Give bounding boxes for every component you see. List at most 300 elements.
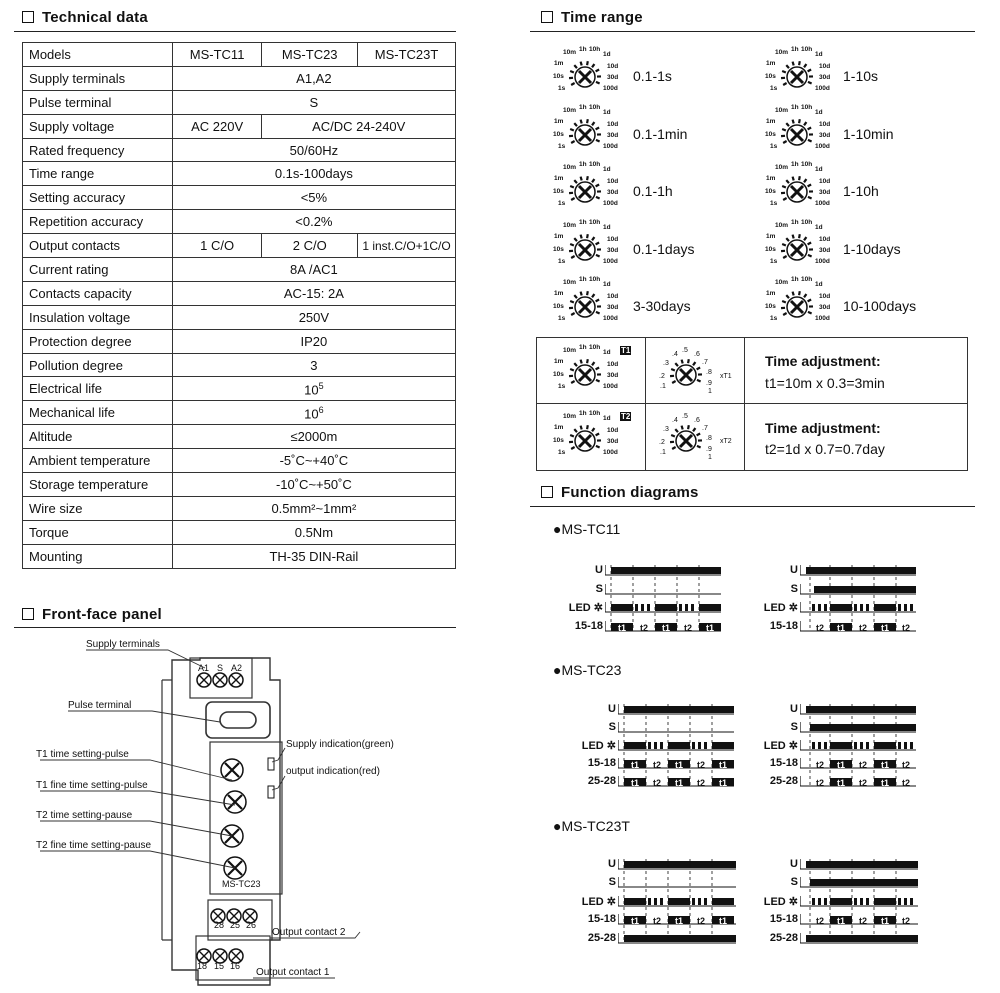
front-face-panel-title: Front-face panel <box>22 606 162 623</box>
model-label: ●MS-TC11 <box>553 521 621 537</box>
fine-scale-label: .6 <box>694 417 700 424</box>
svg-text:t2: t2 <box>640 623 649 633</box>
terminal-label: A2 <box>231 663 243 673</box>
divider <box>530 31 975 32</box>
divider <box>645 337 646 471</box>
dial-scale-label: 1s <box>770 315 778 322</box>
dial-scale-label: 1m <box>554 175 564 182</box>
table-row: Protection degree IP20 <box>23 329 456 353</box>
dial-scale-label: 10m <box>563 49 577 56</box>
svg-text:t2: t2 <box>816 778 825 788</box>
dial-scale-label: 1s <box>558 315 566 322</box>
dial-scale-label: 10d <box>607 293 619 300</box>
dial-scale-label: 10d <box>607 427 619 434</box>
dial-scale-label: 100d <box>815 315 830 322</box>
diagram-row-label: S <box>608 876 616 888</box>
dial-scale-label: 1m <box>554 290 564 297</box>
dial-scale-label: 1h <box>579 219 587 226</box>
dial-scale-label: 100d <box>603 200 618 207</box>
dial-scale-label: 10s <box>765 188 776 195</box>
svg-text:t1: t1 <box>706 623 715 633</box>
dial-scale-label: 1m <box>766 60 776 67</box>
range-dial-icon <box>779 232 815 268</box>
diagram-row-label: 25-28 <box>769 775 798 787</box>
table-cell: MS-TC23T <box>358 43 456 67</box>
dial-scale-label: 100d <box>603 143 618 150</box>
svg-text:t1: t1 <box>719 778 728 788</box>
dial-scale-label: 10h <box>801 276 813 283</box>
table-row: Mechanical life $10^6$ <box>23 401 456 425</box>
range-dial-icon <box>567 59 603 95</box>
output-contact-2-label: Output contact 2 <box>272 927 346 938</box>
dial-scale-label: 10s <box>765 131 776 138</box>
range-dial-icon <box>567 174 603 210</box>
dial-scale-label: 10d <box>607 361 619 368</box>
fine-scale-label: .8 <box>706 369 712 376</box>
t2-pause-label: T2 time setting-pause <box>36 810 133 821</box>
diagram-row-label: S <box>790 583 798 595</box>
dial-scale-label: 30d <box>819 74 831 81</box>
dial-scale-label: 30d <box>607 438 619 445</box>
device-model-label: MS-TC23 <box>222 879 261 889</box>
dial-scale-label: 10h <box>589 410 601 417</box>
table-row: Pollution degree 3 <box>23 353 456 377</box>
dial-scale-label: 1h <box>791 161 799 168</box>
fine-scale-label: .2 <box>659 373 665 380</box>
xt1-label: xT1 <box>720 373 732 380</box>
dial-scale-label: 10d <box>607 178 619 185</box>
diagram-row-label: U <box>608 703 616 715</box>
dial-scale-label: 10d <box>819 293 831 300</box>
time-range-item: 0.1-1s <box>633 68 672 84</box>
svg-text:t1: t1 <box>837 916 846 926</box>
diagram-row-label: 15-18 <box>587 913 616 925</box>
dial-scale-label: 30d <box>607 372 619 379</box>
svg-text:t1: t1 <box>631 778 640 788</box>
dial-scale-label: 10m <box>563 279 577 286</box>
dial-scale-label: 10m <box>563 107 577 114</box>
dial-scale-label: 10m <box>775 279 789 286</box>
dial-scale-label: 1d <box>815 51 823 58</box>
time-range-item: 1-10min <box>843 126 894 142</box>
dial-scale-label: 100d <box>603 85 618 92</box>
dial-scale-label: 1h <box>579 276 587 283</box>
dial-scale-label: 10s <box>553 437 564 444</box>
dial-scale-label: 100d <box>815 143 830 150</box>
svg-text:t2: t2 <box>859 623 868 633</box>
svg-text:t2: t2 <box>697 916 706 926</box>
svg-text:t1: t1 <box>662 623 671 633</box>
t2-tag: T2 <box>621 412 631 421</box>
svg-text:t1: t1 <box>675 778 684 788</box>
terminal-label: 16 <box>230 961 241 971</box>
adjustment-box-t2 <box>536 403 968 471</box>
svg-text:t2: t2 <box>684 623 693 633</box>
dial-scale-label: 1s <box>770 200 778 207</box>
terminal-label: 25 <box>230 920 241 930</box>
dial-scale-label: 10s <box>553 131 564 138</box>
time-range-item: 1-10h <box>843 183 879 199</box>
diagram-row-label: LED ✲ <box>763 740 798 752</box>
table-row: Supply voltage AC 220V AC/DC 24-240V <box>23 114 456 138</box>
fine-scale-label: .3 <box>663 360 669 367</box>
adjustment-title: Time adjustment: <box>765 353 881 369</box>
dial-scale-label: 1h <box>579 46 587 53</box>
dial-scale-label: 10m <box>563 347 577 354</box>
dial-scale-label: 10s <box>765 246 776 253</box>
dial-scale-label: 1d <box>603 415 611 422</box>
table-row: Altitude ≤2000m <box>23 425 456 449</box>
table-cell: Models <box>23 43 173 67</box>
dial-scale-label: 1h <box>579 344 587 351</box>
checkbox-icon <box>541 486 553 498</box>
adjustment-box-t1 <box>536 337 968 404</box>
divider <box>744 337 745 471</box>
dial-scale-label: 1m <box>554 60 564 67</box>
technical-data-title: Technical data <box>22 9 148 26</box>
dial-scale-label: 1s <box>558 449 566 456</box>
table-row: Contacts capacity AC-15: 2A <box>23 281 456 305</box>
diagram-row-label: S <box>595 583 603 595</box>
time-range-item: 0.1-1h <box>633 183 673 199</box>
dial-scale-label: 10d <box>607 236 619 243</box>
fine-scale-label: .5 <box>682 347 688 354</box>
dial-scale-label: 1s <box>770 143 778 150</box>
time-range-item: 0.1-1days <box>633 241 695 257</box>
dial-scale-label: 10h <box>589 104 601 111</box>
dial-scale-label: 10s <box>553 371 564 378</box>
function-diagrams-title: Function diagrams <box>541 484 699 501</box>
svg-text:t2: t2 <box>816 916 825 926</box>
diagram-row-label: U <box>790 703 798 715</box>
dial-scale-label: 10d <box>607 63 619 70</box>
dial-scale-label: 1m <box>554 118 564 125</box>
timing-diagram <box>618 700 744 792</box>
fine-scale-label: .9 <box>706 446 712 453</box>
dial-scale-label: 30d <box>607 74 619 81</box>
timing-diagram <box>605 561 731 637</box>
timing-diagram <box>618 855 746 949</box>
svg-text:t2: t2 <box>653 916 662 926</box>
fine-scale-label: .1 <box>660 383 666 390</box>
model-label: ●MS-TC23 <box>553 662 622 678</box>
dial-scale-label: 1m <box>766 175 776 182</box>
range-dial-icon <box>779 117 815 153</box>
divider <box>530 506 975 507</box>
t2-fine-label: T2 fine time setting-pause <box>36 840 152 851</box>
fine-scale-label: .8 <box>706 435 712 442</box>
fine-scale-label: .1 <box>660 449 666 456</box>
table-row: Time range 0.1s-100days <box>23 162 456 186</box>
terminal-label: 26 <box>246 920 257 930</box>
pulse-terminal-label: Pulse terminal <box>68 700 132 711</box>
timing-diagram <box>800 855 928 949</box>
dial-scale-label: 100d <box>603 315 618 322</box>
dial-scale-label: 10s <box>553 188 564 195</box>
table-row: Current rating 8A /AC1 <box>23 258 456 282</box>
fine-scale-label: .6 <box>694 351 700 358</box>
terminal-label: A1 <box>198 663 210 673</box>
dial-scale-label: 1m <box>766 233 776 240</box>
dial-scale-label: 10m <box>563 222 577 229</box>
supply-terminals-label: Supply terminals <box>86 639 160 650</box>
dial-scale-label: 10h <box>589 276 601 283</box>
svg-text:t1: t1 <box>881 760 890 770</box>
dial-scale-label: 1h <box>579 161 587 168</box>
dial-scale-label: 10d <box>819 236 831 243</box>
dial-scale-label: 1d <box>815 281 823 288</box>
diagram-row-label: 15-18 <box>769 913 798 925</box>
t1-tag: T1 <box>621 346 631 355</box>
svg-text:t1: t1 <box>881 623 890 633</box>
dial-scale-label: 10h <box>589 46 601 53</box>
range-dial-icon <box>779 174 815 210</box>
dial-scale-label: 10h <box>589 161 601 168</box>
time-range-title: Time range <box>541 9 643 26</box>
dial-scale-label: 1d <box>603 224 611 231</box>
diagram-row-label: U <box>595 564 603 576</box>
dial-scale-label: 10s <box>553 73 564 80</box>
diagram-row-label: U <box>608 858 616 870</box>
dial-scale-label: 1h <box>791 219 799 226</box>
diagram-row-label: 15-18 <box>587 757 616 769</box>
dial-scale-label: 1s <box>558 200 566 207</box>
dial-scale-label: 1s <box>558 85 566 92</box>
svg-text:t2: t2 <box>697 760 706 770</box>
dial-scale-label: 1d <box>603 51 611 58</box>
diagram-row-label: LED ✲ <box>763 602 798 614</box>
dial-scale-label: 10m <box>775 107 789 114</box>
timing-diagram <box>800 700 926 792</box>
dial-scale-label: 1h <box>791 276 799 283</box>
svg-text:t2: t2 <box>859 760 868 770</box>
dial-scale-label: 10d <box>819 178 831 185</box>
dial-scale-label: 1d <box>603 166 611 173</box>
dial-scale-label: 1h <box>579 104 587 111</box>
svg-text:t1: t1 <box>837 623 846 633</box>
time-range-item: 3-30days <box>633 298 691 314</box>
diagram-row-label: S <box>790 876 798 888</box>
dial-scale-label: 10h <box>589 344 601 351</box>
svg-text:t2: t2 <box>902 778 911 788</box>
dial-scale-label: 1d <box>815 109 823 116</box>
fine-scale-label: .7 <box>702 425 708 432</box>
dial-scale-label: 1s <box>558 143 566 150</box>
diagram-row-label: 15-18 <box>769 757 798 769</box>
svg-text:t1: t1 <box>675 760 684 770</box>
dial-scale-label: 100d <box>815 85 830 92</box>
table-row: Output contacts 1 C/O 2 C/O 1 inst.C/O+1C/O <box>23 234 456 258</box>
fine-scale-label: .4 <box>672 417 678 424</box>
dial-scale-label: 1s <box>558 258 566 265</box>
dial-scale-label: 10h <box>801 219 813 226</box>
svg-text:t2: t2 <box>859 778 868 788</box>
table-cell: MS-TC11 <box>172 43 262 67</box>
table-row: Torque 0.5Nm <box>23 520 456 544</box>
dial-scale-label: 10h <box>801 161 813 168</box>
table-row: Wire size 0.5mm²~1mm² <box>23 496 456 520</box>
diagram-row-label: LED ✲ <box>581 896 616 908</box>
fine-scale-label: 1 <box>708 388 712 395</box>
xt2-label: xT2 <box>720 438 732 445</box>
dial-scale-label: 1m <box>554 358 564 365</box>
output-contact-1-label: Output contact 1 <box>256 967 330 978</box>
dial-scale-label: 1h <box>791 104 799 111</box>
dial-scale-label: 10h <box>801 104 813 111</box>
terminal-label: 28 <box>214 920 225 930</box>
dial-scale-label: 1d <box>603 281 611 288</box>
dial-scale-label: 100d <box>603 383 618 390</box>
svg-text:t1: t1 <box>719 916 728 926</box>
supply-indication-label: Supply indication(green) <box>286 739 394 750</box>
range-dial-icon <box>567 289 603 325</box>
dial-scale-label: 10h <box>801 46 813 53</box>
range-dial-icon <box>567 117 603 153</box>
diagram-row-label: LED ✲ <box>581 740 616 752</box>
table-row: Electrical life $10^5$ <box>23 377 456 401</box>
dial-scale-label: 30d <box>607 304 619 311</box>
table-cell: MS-TC23 <box>262 43 358 67</box>
range-dial-icon <box>567 232 603 268</box>
table-row: Repetition accuracy <0.2% <box>23 210 456 234</box>
table-row: Pulse terminal S <box>23 90 456 114</box>
terminal-label: S <box>217 663 224 673</box>
dial-scale-label: 10s <box>553 303 564 310</box>
svg-text:t1: t1 <box>881 778 890 788</box>
dial-scale-label: 100d <box>603 449 618 456</box>
terminal-label: 15 <box>214 961 225 971</box>
diagram-row-label: 25-28 <box>587 932 616 944</box>
svg-text:t2: t2 <box>902 916 911 926</box>
table-row: Storage temperature -10˚C~+50˚C <box>23 473 456 497</box>
svg-text:t2: t2 <box>816 760 825 770</box>
dial-scale-label: 10d <box>819 63 831 70</box>
fine-scale-label: .4 <box>672 351 678 358</box>
table-row: Setting accuracy <5% <box>23 186 456 210</box>
dial-scale-label: 10s <box>553 246 564 253</box>
table-row: Rated frequency 50/60Hz <box>23 138 456 162</box>
range-dial-icon <box>779 289 815 325</box>
t1-fine-label: T1 fine time setting-pulse <box>36 780 148 791</box>
dial-scale-label: 100d <box>603 258 618 265</box>
dial-scale-label: 1d <box>603 109 611 116</box>
svg-text:t1: t1 <box>675 916 684 926</box>
terminal-label: 18 <box>197 961 208 971</box>
model-label: ●MS-TC23T <box>553 818 630 834</box>
timing-diagram <box>800 561 926 637</box>
diagram-row-label: U <box>790 564 798 576</box>
svg-text:t2: t2 <box>816 623 825 633</box>
fine-scale-label: .7 <box>702 359 708 366</box>
dial-scale-label: 1d <box>815 166 823 173</box>
dial-scale-label: 1m <box>766 118 776 125</box>
diagram-row-label: LED ✲ <box>568 602 603 614</box>
dial-scale-label: 10m <box>563 413 577 420</box>
diagram-row-label: 25-28 <box>587 775 616 787</box>
dial-scale-label: 1d <box>815 224 823 231</box>
svg-text:t1: t1 <box>881 916 890 926</box>
dial-scale-label: 10s <box>765 303 776 310</box>
dial-scale-label: 30d <box>607 189 619 196</box>
diagram-row-label: S <box>608 721 616 733</box>
t1-pulse-label: T1 time setting-pulse <box>36 749 129 760</box>
svg-text:t1: t1 <box>631 760 640 770</box>
time-range-item: 0.1-1min <box>633 126 688 142</box>
time-range-item: 10-100days <box>843 298 917 314</box>
svg-text:t2: t2 <box>902 623 911 633</box>
dial-scale-label: 1m <box>554 233 564 240</box>
svg-text:t1: t1 <box>837 778 846 788</box>
dial-scale-label: 1m <box>554 424 564 431</box>
diagram-row-label: U <box>790 858 798 870</box>
dial-scale-label: 10m <box>775 164 789 171</box>
table-row: Supply terminals A1,A2 <box>23 66 456 90</box>
dial-scale-label: 1d <box>603 349 611 356</box>
dial-scale-label: 100d <box>815 258 830 265</box>
dial-scale-label: 100d <box>815 200 830 207</box>
dial-scale-label: 1h <box>791 46 799 53</box>
svg-text:t2: t2 <box>902 760 911 770</box>
dial-scale-label: 10m <box>775 222 789 229</box>
dial-scale-label: 30d <box>819 132 831 139</box>
range-dial-icon <box>779 59 815 95</box>
dial-scale-label: 1m <box>766 290 776 297</box>
adjustment-formula: t1=10m x 0.3=3min <box>765 375 885 391</box>
svg-text:t1: t1 <box>837 760 846 770</box>
svg-text:t1: t1 <box>618 623 627 633</box>
diagram-row-label: 15-18 <box>769 620 798 632</box>
dial-scale-label: 10m <box>775 49 789 56</box>
diagram-row-label: LED ✲ <box>763 896 798 908</box>
dial-scale-label: 30d <box>607 132 619 139</box>
svg-text:t2: t2 <box>653 760 662 770</box>
dial-scale-label: 30d <box>819 304 831 311</box>
fine-scale-label: .5 <box>682 413 688 420</box>
output-indication-label: output indication(red) <box>286 766 380 777</box>
fine-scale-label: .2 <box>659 439 665 446</box>
time-range-item: 1-10s <box>843 68 879 84</box>
svg-text:t2: t2 <box>653 778 662 788</box>
svg-text:t2: t2 <box>697 778 706 788</box>
fine-scale-label: .3 <box>663 426 669 433</box>
fine-scale-label: 1 <box>708 454 712 461</box>
dial-scale-label: 10d <box>819 121 831 128</box>
table-row: Ambient temperature -5˚C~+40˚C <box>23 449 456 473</box>
table-row: Mounting TH-35 DIN-Rail <box>23 544 456 568</box>
dial-scale-label: 30d <box>607 247 619 254</box>
diagram-row-label: 25-28 <box>769 932 798 944</box>
diagram-row-label: S <box>790 721 798 733</box>
dial-scale-label: 1s <box>770 85 778 92</box>
svg-text:t1: t1 <box>631 916 640 926</box>
dial-scale-label: 1s <box>558 383 566 390</box>
time-range-item: 1-10days <box>843 241 901 257</box>
dial-scale-label: 10h <box>589 219 601 226</box>
adjustment-formula: t2=1d x 0.7=0.7day <box>765 441 885 457</box>
dial-scale-label: 1h <box>579 410 587 417</box>
diagram-row-label: 15-18 <box>574 620 603 632</box>
table-row: Insulation voltage 250V <box>23 305 456 329</box>
dial-scale-label: 30d <box>819 247 831 254</box>
dial-scale-label: 10d <box>607 121 619 128</box>
dial-scale-label: 30d <box>819 189 831 196</box>
fine-scale-label: .9 <box>706 380 712 387</box>
svg-text:t1: t1 <box>719 760 728 770</box>
dial-scale-label: 10s <box>765 73 776 80</box>
svg-text:t2: t2 <box>859 916 868 926</box>
dial-scale-label: 1s <box>770 258 778 265</box>
checkbox-icon <box>541 11 553 23</box>
